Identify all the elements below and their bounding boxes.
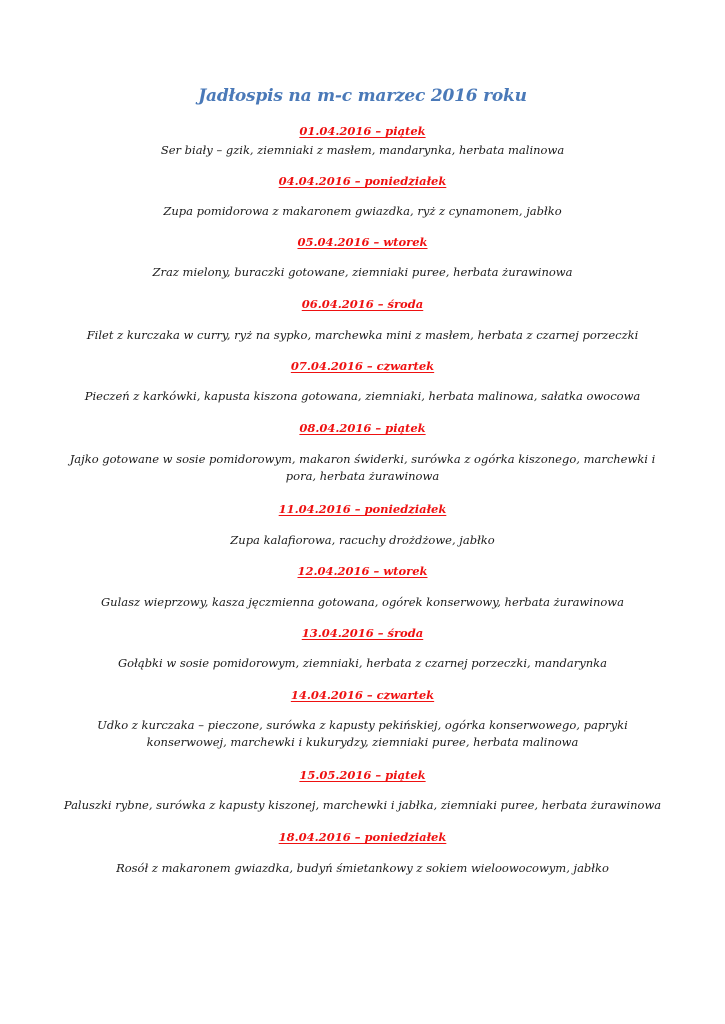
entry-date: 15.05.2016 – piątek bbox=[299, 768, 426, 782]
entry-date: 08.04.2016 – piątek bbox=[299, 421, 426, 435]
entry-date: 01.04.2016 – piątek bbox=[299, 124, 426, 138]
entry-date: 18.04.2016 – poniedziałek bbox=[278, 830, 447, 844]
entry-date: 04.04.2016 – poniedziałek bbox=[278, 174, 447, 188]
page-title: Jadłospis na m-c marzec 2016 roku bbox=[198, 86, 527, 106]
entry-date: 12.04.2016 – wtorek bbox=[297, 564, 428, 578]
entry-date: 13.04.2016 – środa bbox=[301, 626, 424, 640]
entry-menu: Udko z kurczaka – pieczone, surówka z kapusty pekińskiej, ogórka konserwowego, papryki konserwowej, marchewki i kukurydzy, ziemniaki puree, herbata malinowa bbox=[97, 718, 628, 749]
entry-menu: Pieczeń z karkówki, kapusta kiszona gotowana, ziemniaki, herbata malinowa, sałatka owocowa bbox=[84, 389, 641, 403]
entry-date: 07.04.2016 – czwartek bbox=[290, 359, 435, 373]
entry-menu: Gołąbki w sosie pomidorowym, ziemniaki, herbata z czarnej porzeczki, mandarynka bbox=[118, 656, 607, 670]
entry-menu: Filet z kurczaka w curry, ryż na sypko, marchewka mini z masłem, herbata z czarnej porzeczki bbox=[86, 328, 639, 342]
entry-menu: Rosół z makaronem gwiazdka, budyń śmietankowy z sokiem wieloowocowym, jabłko bbox=[116, 861, 609, 875]
entry-menu: Jajko gotowane w sosie pomidorowym, makaron świderki, surówka z ogórka kiszonego, marchewki i pora, herbata żurawinowa bbox=[69, 452, 656, 483]
entry-menu: Paluszki rybne, surówka z kapusty kiszonej, marchewki i jabłka, ziemniaki puree, herbata żurawinowa bbox=[63, 798, 662, 812]
entry-date: 05.04.2016 – wtorek bbox=[297, 235, 428, 249]
entry-date: 14.04.2016 – czwartek bbox=[290, 688, 435, 702]
entry-menu: Zupa kalafiorowa, racuchy drożdżowe, jabłko bbox=[230, 533, 495, 547]
entry-menu: Gulasz wieprzowy, kasza jęczmienna gotowana, ogórek konserwowy, herbata żurawinowa bbox=[101, 595, 624, 609]
entry-menu: Ser biały – gzik, ziemniaki z masłem, mandarynka, herbata malinowa bbox=[160, 143, 565, 157]
entry-date: 06.04.2016 – środa bbox=[301, 297, 424, 311]
entry-date: 11.04.2016 – poniedziałek bbox=[278, 502, 447, 516]
entry-menu: Zupa pomidorowa z makaronem gwiazdka, ryż z cynamonem, jabłko bbox=[163, 204, 562, 218]
entry-menu: Zraz mielony, buraczki gotowane, ziemniaki puree, herbata żurawinowa bbox=[152, 265, 573, 279]
